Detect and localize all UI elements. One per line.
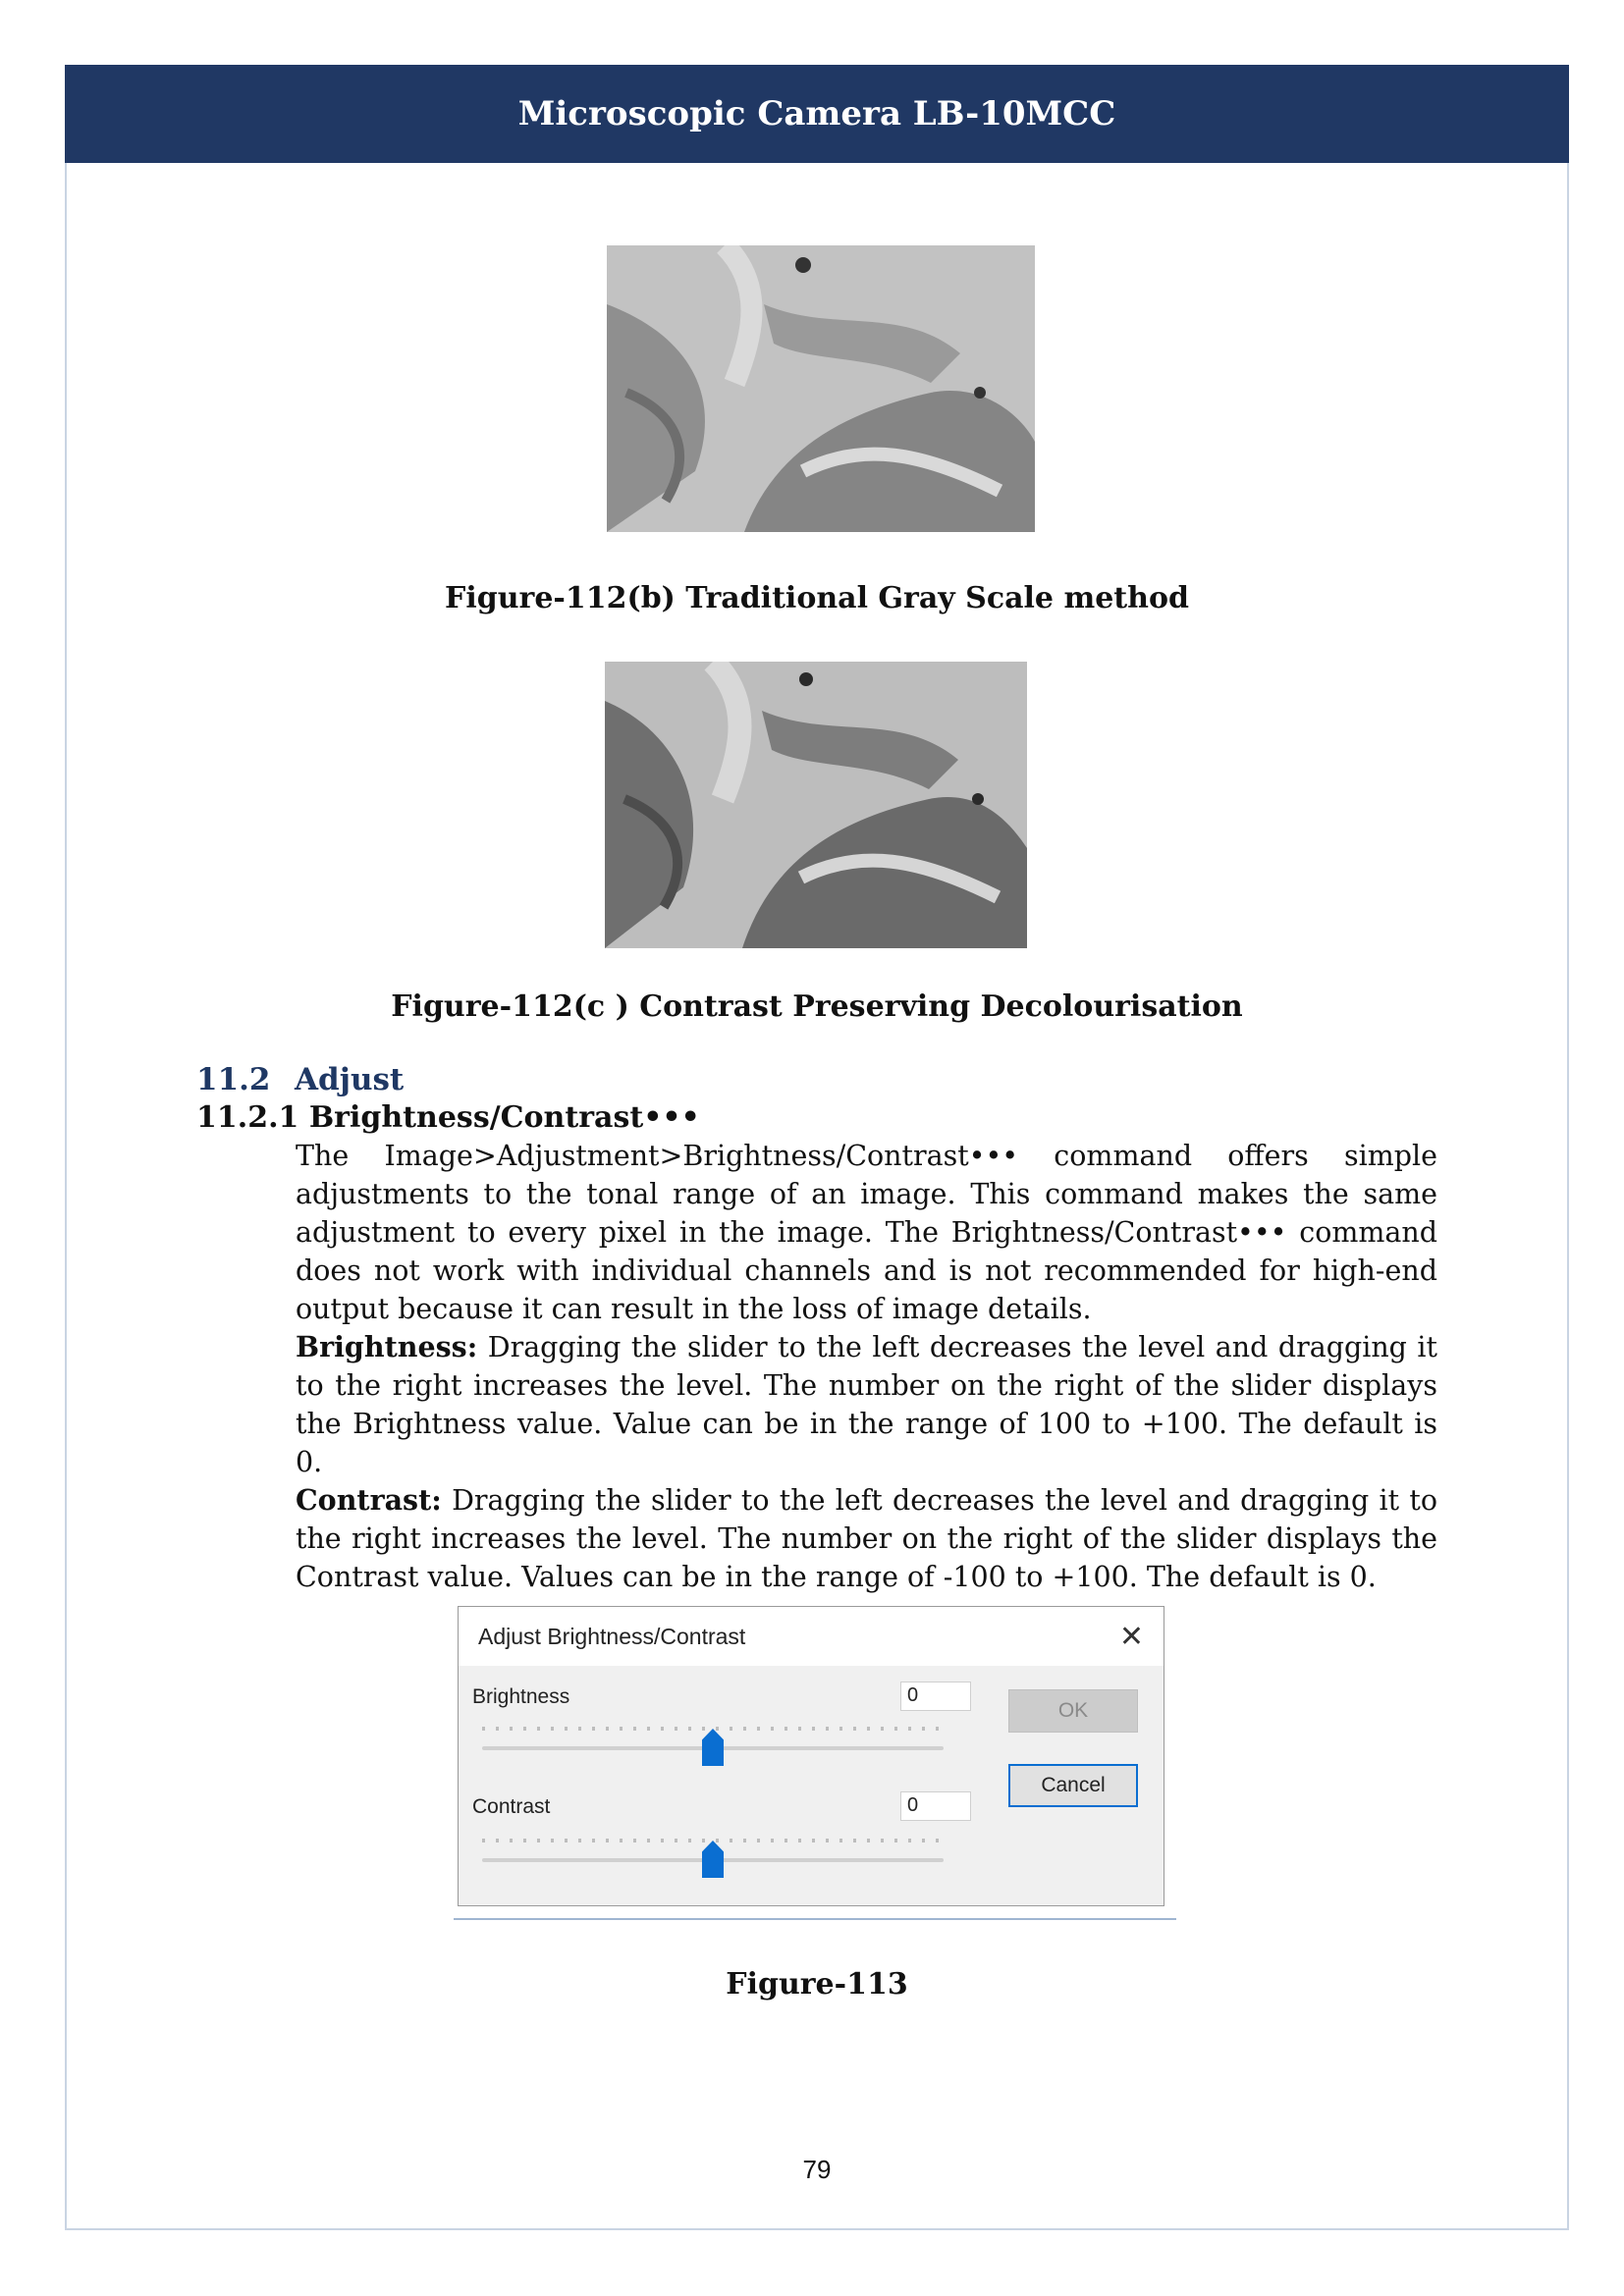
brightness-description: Dragging the slider to the left decreases the level and dragging it to the right increases the level. The number on the right of the slider displays the Brightness value. Value can be in the range of 100 to +100. The default is 0. <box>296 1331 1437 1478</box>
dialog-titlebar <box>459 1607 1164 1666</box>
close-icon[interactable]: ✕ <box>1118 1620 1144 1653</box>
contrast-slider-thumb[interactable] <box>702 1841 724 1878</box>
subsection-heading-11-2-1: 11.2.1 Brightness/Contrast••• <box>196 1100 700 1135</box>
section-body <box>296 1137 1437 1596</box>
intro-paragraph: The Image>Adjustment>Brightness/Contrast••• command offers simple adjustments to the tonal range of an image. This command makes the same adjustment to every pixel in the image. The Brightness/Contrast••• command does not work with individual channels and is not recommended for high-end output because it can result in the loss of image details. <box>296 1140 1437 1325</box>
contrast-description: Dragging the slider to the left decreases the level and dragging it to the right increases the level. The number on the right of the slider displays the Contrast value. Values can be in the range of -100 to +100. The default is 0. <box>296 1484 1437 1593</box>
brightness-slider-thumb[interactable] <box>702 1729 724 1766</box>
cancel-button[interactable]: Cancel <box>1008 1764 1138 1807</box>
contrast-paragraph <box>296 1481 1437 1596</box>
grayscale-micrograph-image <box>607 245 1035 532</box>
ok-button[interactable]: OK <box>1008 1689 1138 1733</box>
brightness-paragraph <box>296 1328 1437 1481</box>
header-title: Microscopic Camera LB-10MCC <box>517 94 1116 133</box>
section-title: Adjust <box>295 1062 405 1097</box>
brightness-label: Brightness <box>472 1685 570 1708</box>
figure-112b-caption: Figure-112(b) Traditional Gray Scale method <box>445 581 1189 615</box>
brightness-value-field[interactable]: 0 <box>900 1682 971 1711</box>
figure-112c-caption: Figure-112(c ) Contrast Preserving Decolourisation <box>391 989 1243 1024</box>
brightness-term: Brightness: <box>296 1330 478 1363</box>
contrast-label: Contrast <box>472 1795 551 1818</box>
contrast-term: Contrast: <box>296 1483 442 1517</box>
decolourised-micrograph-image <box>605 662 1027 948</box>
dialog-underline <box>454 1918 1176 1920</box>
brightness-contrast-dialog <box>458 1606 1164 1906</box>
section-number: 11.2 <box>196 1062 271 1097</box>
section-heading-11-2 <box>196 1062 404 1097</box>
contrast-value-field[interactable]: 0 <box>900 1791 971 1821</box>
page-header <box>65 65 1569 163</box>
figure-113-caption: Figure-113 <box>726 1967 908 2002</box>
dialog-title: Adjust Brightness/Contrast <box>478 1623 746 1649</box>
page-number: 79 <box>802 2155 832 2184</box>
